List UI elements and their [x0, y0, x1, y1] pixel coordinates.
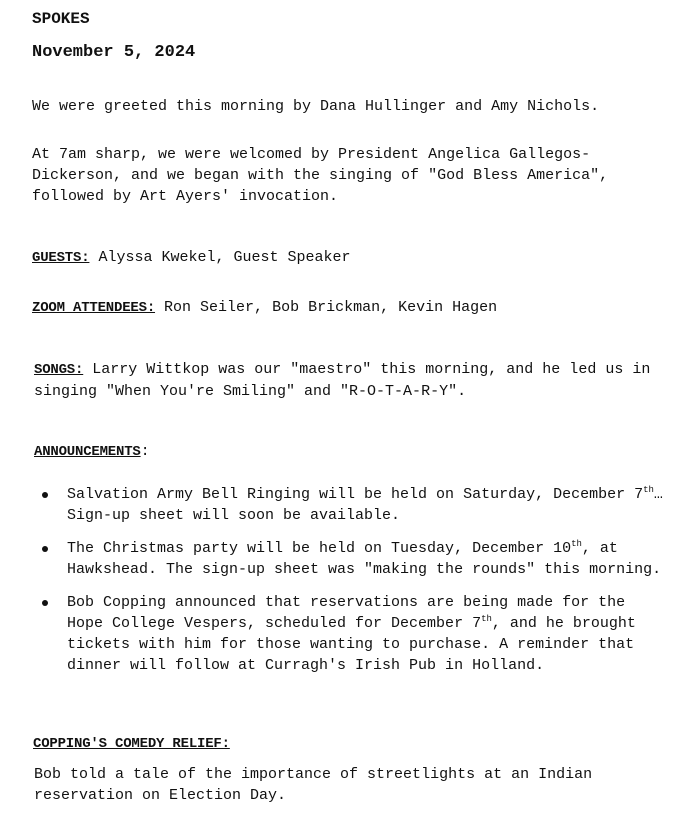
ordinal-suffix: th [643, 485, 654, 495]
announcement-text: The Christmas party will be held on Tuesday, December 10 [67, 540, 572, 557]
announcement-text: Salvation Army Bell Ringing will be held on Saturday, December 7 [67, 486, 644, 503]
songs-text: Larry Wittkop was our "maestro" this morning, and he led us in singing "When You're Smiling" and "R-O-T-A-R-Y". [34, 361, 651, 400]
bullet-icon [42, 492, 48, 498]
songs-label: SONGS: [34, 362, 84, 378]
meeting-date: November 5, 2024 [32, 43, 196, 62]
comedy-heading [33, 733, 663, 755]
announcements-label: ANNOUNCEMENTS [34, 444, 141, 460]
announcements-list [34, 484, 668, 688]
zoom-attendees-label: ZOOM ATTENDEES: [32, 300, 156, 316]
zoom-attendees-text: Ron Seiler, Bob Brickman, Kevin Hagen [164, 299, 498, 316]
announcement-text: , and he brought tickets with him for those wanting to purchase. A reminder that dinner will follow at Curragh's Irish Pub in Holland. [67, 615, 636, 674]
announcements-colon: : [140, 443, 150, 460]
greeting-paragraph: We were greeted this morning by Dana Hullinger and Amy Nichols. [32, 98, 600, 115]
guests-label: GUESTS: [32, 250, 90, 266]
guests-text: Alyssa Kwekel, Guest Speaker [98, 249, 351, 266]
zoom-attendees-section [32, 297, 662, 319]
opening-paragraph: At 7am sharp, we were welcomed by President Angelica Gallegos-Dickerson, and we began with the singing of "God Bless America", followed by Art Ayers' invocation. [32, 146, 609, 205]
comedy-label: COPPING'S COMEDY RELIEF: [33, 736, 230, 752]
announcement-text: Bob Copping announced that reservations are being made for the Hope College Vespers, scheduled for December 7 [67, 594, 626, 632]
announcement-item [34, 538, 668, 580]
announcement-text: …Sign-up sheet will soon be available. [67, 486, 663, 524]
comedy-paragraph: Bob told a tale of the importance of streetlights at an Indian reservation on Election Day. [34, 766, 593, 804]
ordinal-suffix: th [571, 539, 582, 549]
ordinal-suffix: th [481, 614, 492, 624]
bullet-icon [42, 600, 48, 606]
announcement-item [34, 484, 668, 526]
document-title: SPOKES [32, 10, 90, 28]
songs-section [34, 359, 664, 402]
announcements-heading [34, 441, 664, 463]
announcement-text: , at Hawkshead. The sign-up sheet was "making the rounds" this morning. [67, 540, 662, 578]
announcement-item [34, 592, 668, 676]
guests-section [32, 247, 662, 269]
bullet-icon [42, 546, 48, 552]
